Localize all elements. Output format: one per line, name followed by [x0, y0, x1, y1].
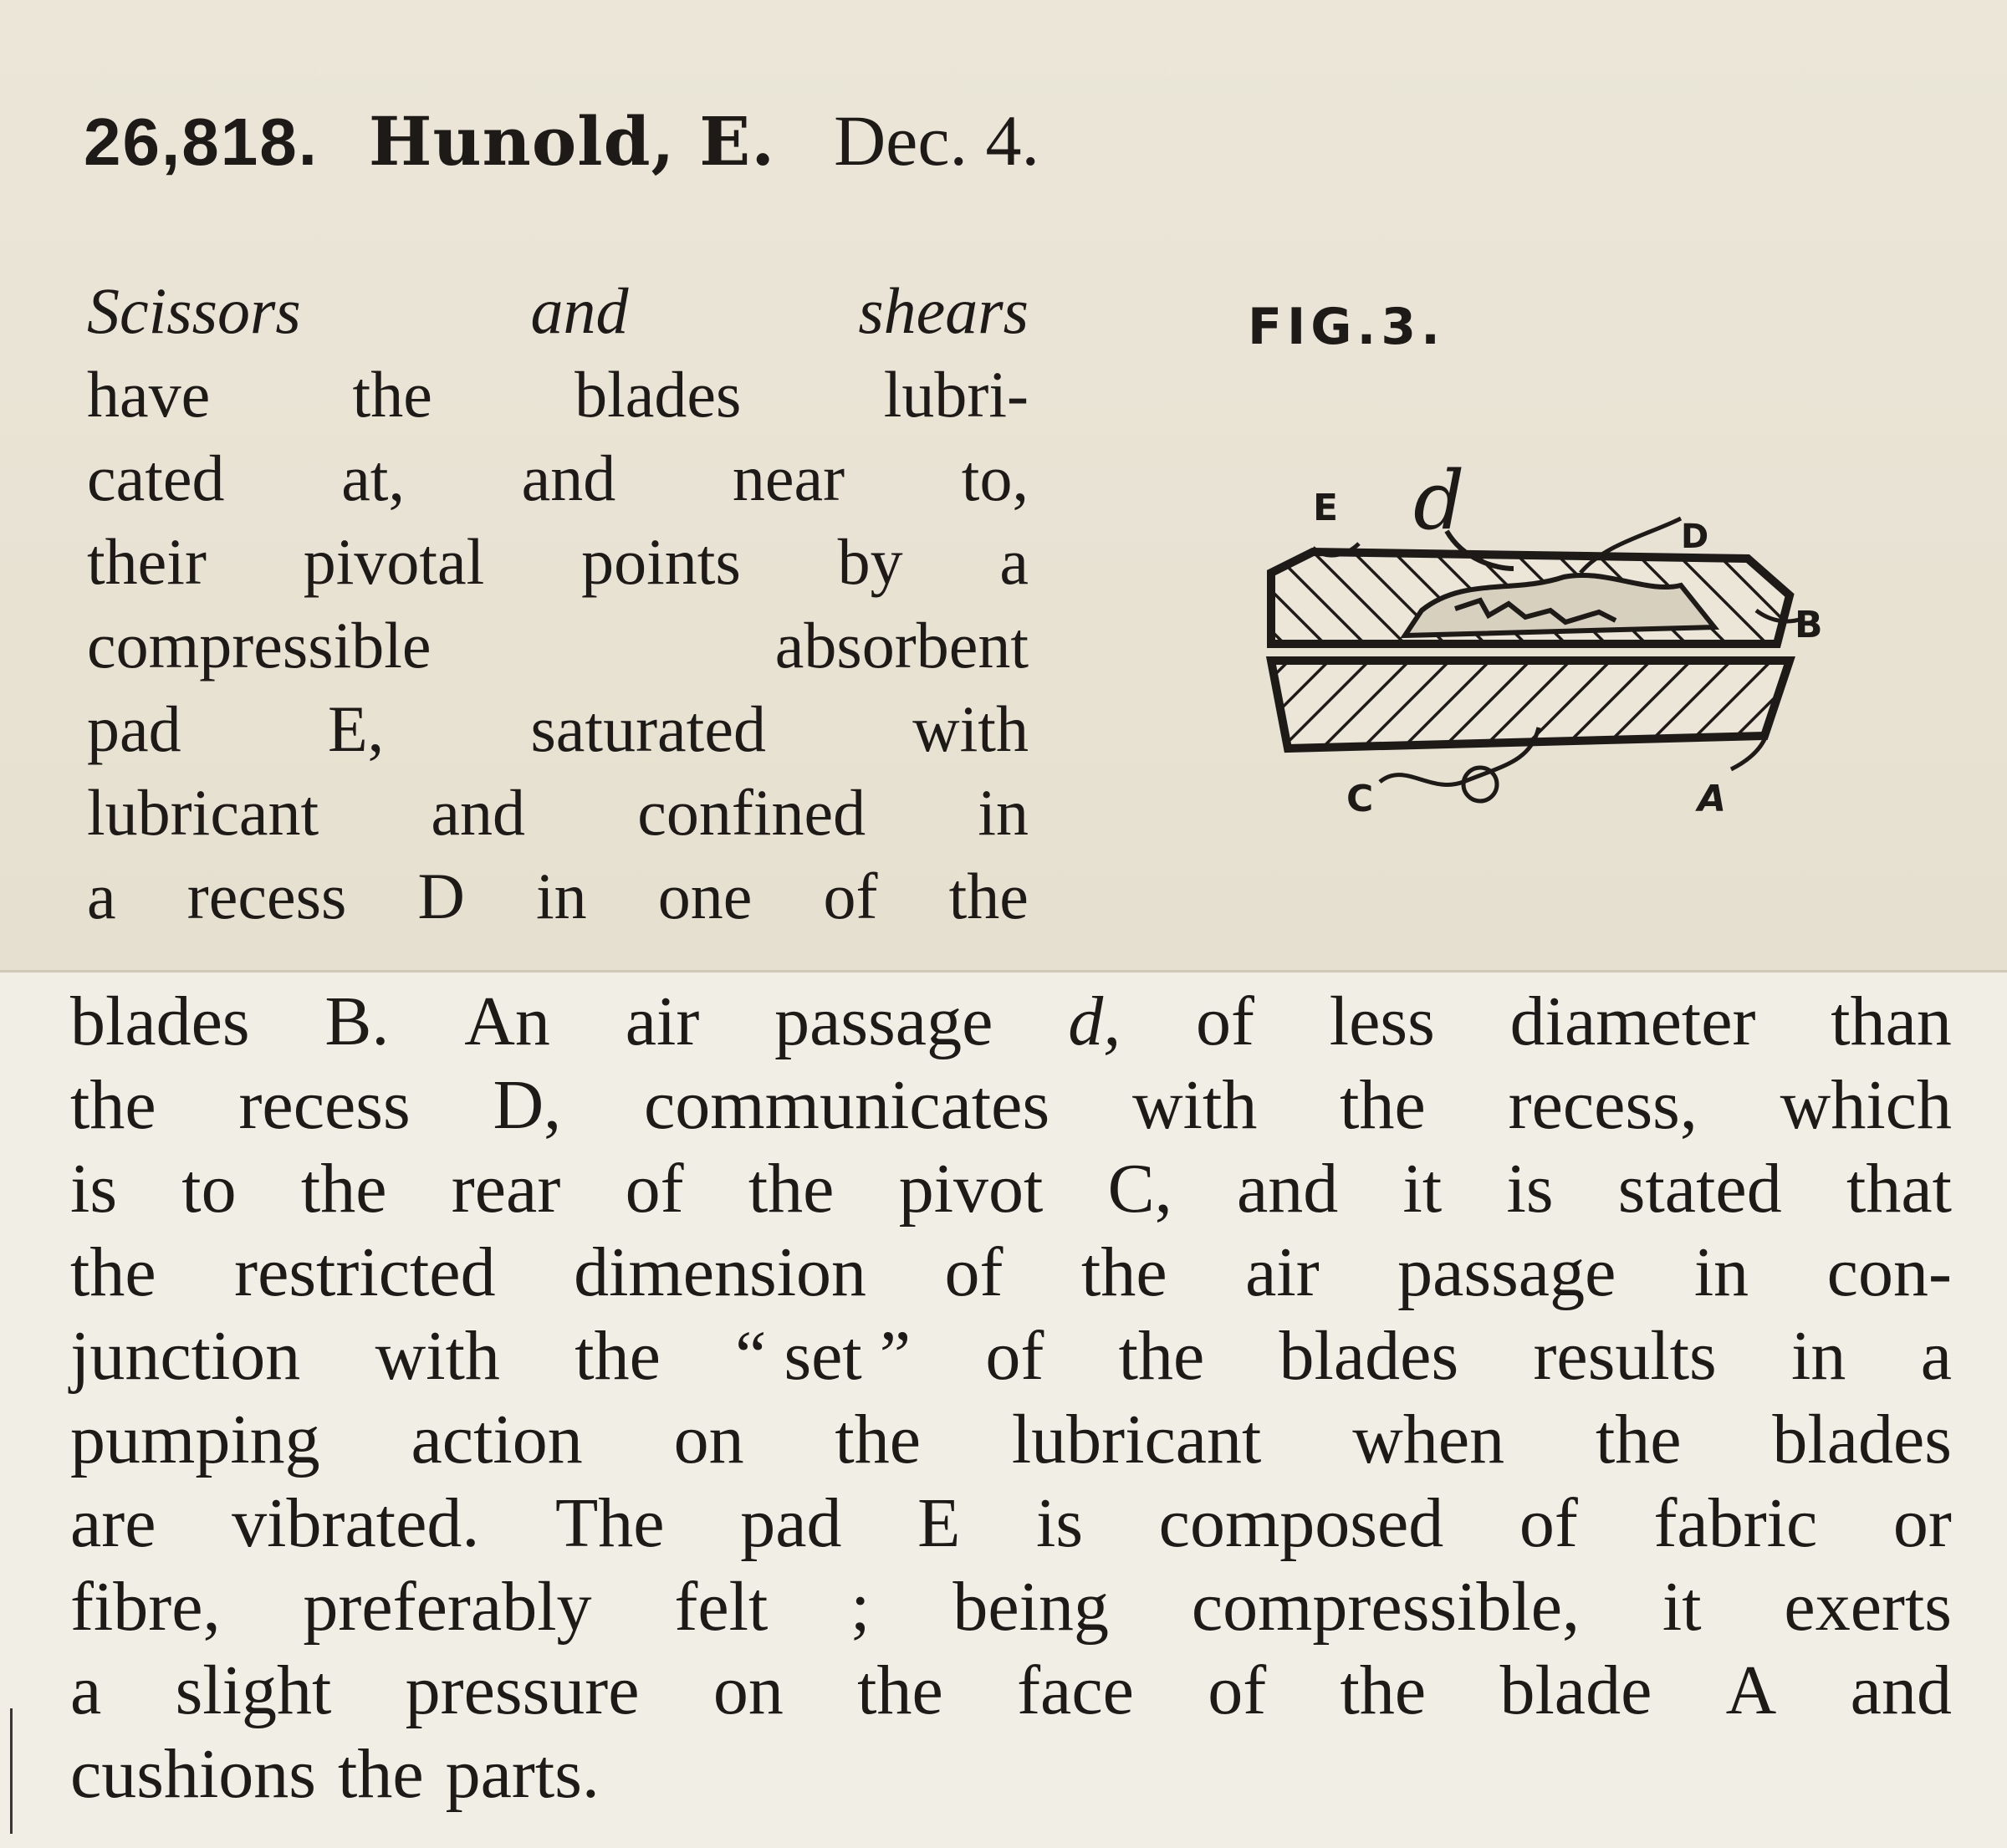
text-line — [87, 269, 1029, 353]
text-word: a — [70, 1651, 102, 1729]
label-B: B — [1795, 604, 1823, 646]
text-word: compressible — [87, 609, 432, 682]
text-word: parts. — [445, 1735, 600, 1813]
text-word: the — [948, 860, 1029, 932]
text-word: composed — [1158, 1484, 1444, 1562]
text-word: of — [985, 1317, 1044, 1395]
text-word: junction — [70, 1317, 301, 1395]
text-word: the — [1118, 1317, 1205, 1395]
text-word: is — [1036, 1484, 1084, 1562]
text-line — [87, 771, 1029, 855]
label-A: A — [1698, 778, 1727, 820]
text-word: rear — [451, 1150, 561, 1228]
text-word: blades — [1279, 1317, 1459, 1395]
text-word: the — [352, 358, 432, 431]
text-word: action — [411, 1401, 583, 1478]
text-word: cushions — [70, 1735, 316, 1813]
patent-number: 26,818. — [84, 105, 319, 179]
text-word: or — [1892, 1484, 1952, 1562]
text-line — [87, 604, 1029, 687]
text-word: confined — [637, 776, 866, 849]
text-word: to — [181, 1150, 237, 1228]
text-word: is — [70, 1150, 118, 1228]
text-word: the — [1595, 1401, 1682, 1478]
text-word: communicates — [643, 1066, 1050, 1144]
text-word: An — [464, 983, 550, 1060]
text-word: compressible, — [1191, 1568, 1581, 1646]
text-line — [70, 1565, 1952, 1649]
text-line — [87, 436, 1029, 520]
label-C: C — [1346, 778, 1374, 820]
text-word: recess — [238, 1066, 411, 1144]
text-word: of — [944, 1233, 1004, 1311]
text-word: a — [999, 525, 1029, 598]
text-word: the — [748, 1150, 835, 1228]
text-word: the — [1340, 1066, 1426, 1144]
text-word: on — [712, 1651, 784, 1729]
text-word: and — [530, 274, 629, 347]
text-word: and — [1236, 1150, 1339, 1228]
text-word: results — [1533, 1317, 1717, 1395]
text-word: fibre, — [70, 1568, 221, 1646]
text-word: blade — [1499, 1651, 1652, 1729]
text-word: the — [338, 1735, 424, 1813]
text-word: the — [857, 1651, 943, 1729]
text-word: C, — [1107, 1150, 1172, 1228]
text-word: shears — [858, 274, 1029, 347]
text-word: with — [375, 1317, 500, 1395]
text-word: the — [1080, 1233, 1167, 1311]
figure-3 — [1213, 293, 1848, 845]
text-word: and — [521, 442, 616, 514]
figure-title: FIG.3. — [1248, 298, 1445, 356]
text-word: when — [1352, 1401, 1505, 1478]
text-word: with — [1132, 1066, 1258, 1144]
text-word: it — [1662, 1568, 1702, 1646]
text-word: with — [912, 692, 1029, 765]
text-word: the — [300, 1150, 387, 1228]
text-word: E — [917, 1484, 961, 1562]
text-word: the — [70, 1066, 156, 1144]
text-word: of — [625, 1150, 684, 1228]
text-word: by — [837, 525, 903, 598]
text-word: air — [625, 983, 700, 1060]
text-line — [87, 520, 1029, 604]
text-word: diameter — [1509, 983, 1756, 1060]
text-word: recess, — [1508, 1066, 1698, 1144]
text-word: slight — [175, 1651, 332, 1729]
text-word: exerts — [1784, 1568, 1952, 1646]
text-line — [70, 1398, 1952, 1482]
label-D: D — [1681, 518, 1709, 556]
text-line — [87, 687, 1029, 771]
inventor-name: Hunold, E. — [368, 102, 776, 181]
text-word: stated — [1617, 1150, 1782, 1228]
text-word: in — [535, 860, 587, 932]
text-line — [70, 1733, 1952, 1816]
text-word: than — [1831, 983, 1952, 1060]
text-word: D — [417, 860, 465, 932]
text-word: are — [70, 1484, 156, 1562]
text-word: lubricant — [1011, 1401, 1262, 1478]
text-word: pad — [740, 1484, 842, 1562]
text-word: pad — [87, 692, 181, 765]
text-word: of — [823, 860, 878, 932]
text-word: blades — [70, 983, 250, 1060]
text-word: pivotal — [303, 525, 485, 598]
text-word: lubri- — [883, 358, 1029, 431]
text-line — [70, 1482, 1952, 1565]
text-word: blades — [575, 358, 742, 431]
text-word: their — [87, 525, 207, 598]
text-word: and — [1850, 1651, 1952, 1729]
label-d: d — [1413, 454, 1465, 548]
text-word: absorbent — [774, 609, 1029, 682]
text-word: con- — [1826, 1233, 1952, 1311]
text-line — [70, 1649, 1952, 1733]
text-word: restricted — [234, 1233, 496, 1311]
text-line — [70, 1231, 1952, 1315]
text-word: it — [1402, 1150, 1443, 1228]
text-word: being — [952, 1568, 1109, 1646]
text-word: Scissors — [87, 274, 301, 347]
scissor-blade-diagram — [1213, 293, 1848, 845]
pivot-circle — [1463, 768, 1497, 801]
text-word: dimension — [574, 1233, 867, 1311]
patent-date: Dec. 4. — [834, 100, 1040, 181]
text-word: air — [1245, 1233, 1320, 1311]
text-word: in — [978, 776, 1029, 849]
lower-blade-shape — [1271, 661, 1790, 748]
text-word: recess — [186, 860, 347, 932]
text-word: in — [1791, 1317, 1846, 1395]
text-line — [70, 980, 1952, 1064]
text-word: a — [1920, 1317, 1952, 1395]
abstract-column-bottom — [70, 980, 1952, 1816]
text-word: face — [1017, 1651, 1134, 1729]
text-word: less — [1329, 983, 1435, 1060]
label-E: E — [1313, 487, 1339, 529]
text-word: is — [1506, 1150, 1554, 1228]
patent-header — [84, 99, 1039, 191]
text-word: cated — [87, 442, 225, 514]
text-word: pressure — [405, 1651, 640, 1729]
text-word: B. — [324, 983, 390, 1060]
text-word: vibrated. — [232, 1484, 480, 1562]
text-word: have — [87, 358, 211, 431]
text-word: the — [1340, 1651, 1427, 1729]
abstract-column-top — [87, 269, 1029, 938]
text-word: the — [70, 1233, 156, 1311]
text-word: pumping — [70, 1401, 320, 1478]
text-word: a — [87, 860, 116, 932]
text-word: that — [1846, 1150, 1952, 1228]
text-word: D, — [493, 1066, 562, 1144]
text-word: one — [657, 860, 753, 932]
text-word: blades — [1772, 1401, 1952, 1478]
text-word: points — [581, 525, 741, 598]
text-word: “ set ” — [735, 1317, 912, 1395]
text-word: of — [1196, 983, 1254, 1060]
text-word: fabric — [1653, 1484, 1818, 1562]
text-line — [70, 1064, 1952, 1147]
text-word: The — [554, 1484, 665, 1562]
text-word: ; — [850, 1568, 871, 1646]
text-line — [70, 1315, 1952, 1398]
text-word: passage — [774, 983, 993, 1060]
text-word: pivot — [898, 1150, 1044, 1228]
text-word: A — [1725, 1651, 1777, 1729]
text-word: d, — [1068, 983, 1121, 1060]
text-word: saturated — [530, 692, 766, 765]
text-word: of — [1208, 1651, 1267, 1729]
text-word: to, — [961, 442, 1029, 514]
text-word: the — [835, 1401, 921, 1478]
text-line — [70, 1147, 1952, 1231]
text-word: near — [732, 442, 845, 514]
text-word: the — [575, 1317, 661, 1395]
text-word: and — [431, 776, 526, 849]
text-word: of — [1519, 1484, 1578, 1562]
text-line — [87, 353, 1029, 436]
text-word: at, — [341, 442, 405, 514]
text-word: preferably — [303, 1568, 592, 1646]
text-word: in — [1693, 1233, 1749, 1311]
text-word: passage — [1397, 1233, 1616, 1311]
text-line — [87, 855, 1029, 938]
text-word: on — [673, 1401, 744, 1478]
text-word: lubricant — [87, 776, 319, 849]
text-word: E, — [327, 692, 385, 765]
text-word: which — [1780, 1066, 1952, 1144]
text-word: felt — [674, 1568, 769, 1646]
